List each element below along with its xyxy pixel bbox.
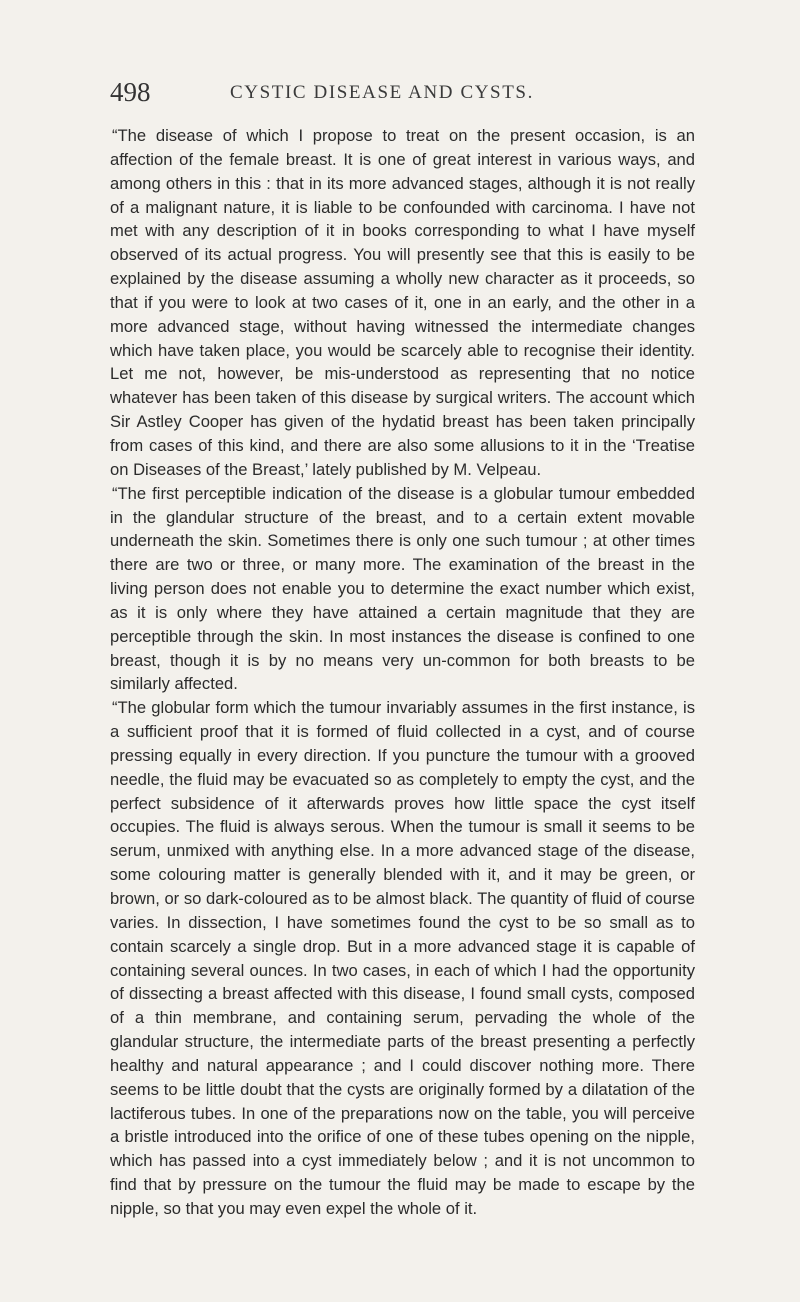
paragraph: “The disease of which I propose to treat on the present occasion, is an affection of the female breast. It is one of great interest in various ways, and among others in this : that in its more advanced stages, although it is not really of a malignant nature, it is liable to be confounded with carcinoma. I have not met with any description of it in books corresponding to what I have myself observed of its actual progress. You will presently see that this is easily to be explained by the disease assuming a wholly new character as it proceeds, so that if you were to look at two cases of it, one in an early, and the other in a more advanced stage, without having witnessed the intermediate changes which have taken place, you would be scarcely able to recognise their identity. Let me not, however, be mis-understood as representing that no notice whatever has been taken of this disease by surgical writers. The account which Sir Astley Cooper has given of the hydatid breast has been taken principally from cases of this kind, and there are also some allusions to it in the ‘Treatise on Diseases of the Breast,’ lately published by M. Velpeau. xyxy=(110,126,695,479)
paragraph: “The globular form which the tumour invariably assumes in the first instance, is a sufficient proof that it is formed of fluid collected in a cyst, and of course pressing equally in every direction. If you puncture the tumour with a grooved needle, the fluid may be evacuated so as completely to empty the cyst, and the perfect subsidence of it afterwards proves how little space the cyst itself occupies. The fluid is always serous. When the tumour is small it seems to be serum, unmixed with anything else. In a more advanced stage of the disease, some colouring matter is generally blended with it, and it may be green, or brown, or so dark-coloured as to be almost black. The quantity of fluid of course varies. In dissection, I have sometimes found the cyst to be so small as to contain scarcely a single drop. But in a more advanced stage it is capable of containing several ounces. In two cases, in each of which I had the opportunity of dissecting a breast affected with this disease, I found small cysts, composed of a thin membrane, and containing serum, pervading the whole of the glandular structure, the intermediate parts of the breast presenting a perfectly healthy and natural appearance ; and I could discover nothing more. There seems to be little doubt that the cysts are originally formed by a dilatation of the lactiferous tubes. In one of the preparations now on the table, you will perceive a bristle introduced into the orifice of one of these tubes opening on the nipple, which has passed into a cyst immediately below ; and it is not uncommon to find that by pressure on the tumour the fluid may be made to escape by the nipple, so that you may even expel the whole of it. xyxy=(110,698,695,1218)
running-head: CYSTIC DISEASE AND CYSTS. xyxy=(230,82,534,103)
page-number: 498 xyxy=(110,77,151,107)
paragraph: “The first perceptible indication of the disease is a globular tumour embedded in the glandular structure of the breast, and to a certain extent movable underneath the skin. Sometimes there is only one such tumour ; at other times there are two or three, or many more. The examination of the breast in the living person does not enable you to determine the exact number which exist, as it is only where they have attained a certain magnitude that they are perceptible through the skin. In most instances the disease is confined to one breast, though it is by no means very un-common for both breasts to be similarly affected. xyxy=(110,483,695,694)
page-header xyxy=(110,74,690,110)
body-text xyxy=(110,124,695,1221)
